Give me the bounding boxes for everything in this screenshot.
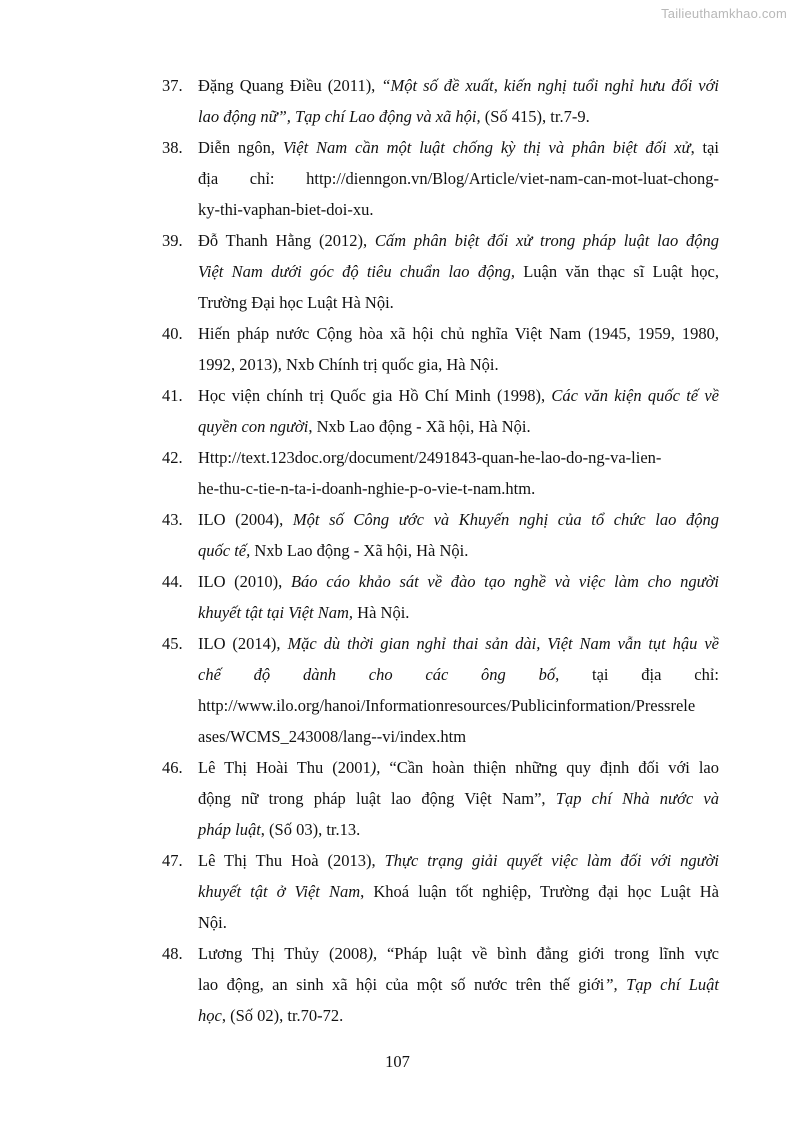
text: Hà Nội. bbox=[353, 603, 410, 622]
reference-number: 48. bbox=[162, 944, 183, 963]
reference-number: 42. bbox=[162, 448, 183, 467]
reference-number: 46. bbox=[162, 758, 183, 777]
reference-line bbox=[198, 256, 719, 287]
reference-line bbox=[198, 194, 719, 225]
reference-line bbox=[198, 628, 719, 659]
text: ILO (2004), bbox=[198, 510, 293, 529]
italic-text: ), bbox=[367, 944, 378, 963]
reference-item bbox=[162, 628, 719, 752]
text: , Nxb Lao động - Xã hội, Hà Nội. bbox=[308, 417, 531, 436]
italic-text: Tạp chí Nhà nước và bbox=[555, 789, 719, 808]
text: Nxb Lao động - Xã hội, Hà Nội. bbox=[250, 541, 469, 560]
reference-line bbox=[198, 1000, 719, 1031]
reference-line bbox=[198, 690, 719, 721]
text: Diễn ngôn, bbox=[198, 138, 283, 157]
reference-line bbox=[198, 597, 719, 628]
italic-text: học bbox=[198, 1006, 222, 1025]
italic-text: “Một số đề xuất, kiến nghị tuổi nghỉ hưu đối với bbox=[381, 76, 719, 95]
text: Luận văn thạc sĩ Luật học, bbox=[514, 262, 719, 281]
italic-text: Cấm phân biệt đối xử trong pháp luật lao động bbox=[374, 231, 719, 250]
reference-line bbox=[198, 473, 719, 504]
reference-line bbox=[198, 101, 719, 132]
text: , tại bbox=[690, 138, 719, 157]
reference-number: 39. bbox=[162, 231, 183, 250]
watermark: Tailieuthamkhao.com bbox=[661, 6, 787, 21]
reference-number: 43. bbox=[162, 510, 183, 529]
reference-number: 40. bbox=[162, 324, 183, 343]
italic-text: ”, Tạp chí Luật bbox=[604, 975, 719, 994]
italic-text: quyền con người bbox=[198, 417, 309, 436]
text: Nội. bbox=[198, 913, 227, 932]
italic-text: quốc tế, bbox=[198, 541, 251, 560]
text: , (Số 02), tr.70-72. bbox=[221, 1006, 344, 1025]
reference-line bbox=[198, 876, 719, 907]
reference-line bbox=[198, 70, 719, 101]
text: , Khoá luận tốt nghiệp, Trường đại học Luật Hà bbox=[360, 882, 720, 901]
text: Lê Thị Thu Hoà (2013), bbox=[198, 851, 385, 870]
italic-text: Báo cáo khảo sát về đào tạo nghề và việc làm cho người bbox=[290, 572, 719, 591]
reference-number: 38. bbox=[162, 138, 183, 157]
text: ases/WCMS_243008/lang--vi/index.htm bbox=[198, 727, 467, 746]
reference-line bbox=[198, 938, 719, 969]
reference-item bbox=[162, 132, 719, 225]
text: Trường Đại học Luật Hà Nội. bbox=[198, 293, 394, 312]
text: , (Số 03), tr.13. bbox=[260, 820, 361, 839]
reference-number: 37. bbox=[162, 76, 183, 95]
italic-text: Việt Nam cần một luật chống kỳ thị và phân biệt đối xử bbox=[282, 138, 691, 157]
reference-item bbox=[162, 938, 719, 1031]
italic-text: Thực trạng giải quyết việc làm đối với người bbox=[384, 851, 719, 870]
text: động nữ trong pháp luật lao động Việt Nam”, bbox=[198, 789, 556, 808]
reference-line bbox=[198, 783, 719, 814]
text: Lương Thị Thủy (2008 bbox=[198, 944, 368, 963]
reference-item bbox=[162, 845, 719, 938]
reference-line bbox=[198, 349, 719, 380]
reference-line bbox=[198, 411, 719, 442]
text: Học viện chính trị Quốc gia Hồ Chí Minh (1998), bbox=[198, 386, 552, 405]
reference-item bbox=[162, 752, 719, 845]
reference-line bbox=[198, 845, 719, 876]
reference-line bbox=[198, 566, 719, 597]
reference-line bbox=[198, 225, 719, 256]
text: Đỗ Thanh Hằng (2012), bbox=[198, 231, 375, 250]
italic-text: Việt Nam dưới góc độ tiêu chuẩn lao động, bbox=[198, 262, 515, 281]
reference-item bbox=[162, 318, 719, 380]
page-number: 107 bbox=[385, 1052, 410, 1071]
text: (Số 415), tr.7-9. bbox=[480, 107, 590, 126]
text: lao động, an sinh xã hội của một số nước trên thế giới bbox=[198, 975, 605, 994]
reference-line bbox=[198, 318, 719, 349]
reference-line bbox=[198, 380, 719, 411]
text: , tại địa chỉ: bbox=[555, 665, 719, 684]
italic-text: pháp luật bbox=[198, 820, 261, 839]
reference-number: 47. bbox=[162, 851, 183, 870]
italic-text: Mặc dù thời gian nghỉ thai sản dài, Việt Nam vẫn tụt hậu về bbox=[287, 634, 719, 653]
reference-number: 45. bbox=[162, 634, 183, 653]
text: ILO (2014), bbox=[198, 634, 288, 653]
text: Hiến pháp nước Cộng hòa xã hội chủ nghĩa Việt Nam (1945, 1959, 1980, bbox=[198, 324, 719, 343]
reference-line bbox=[198, 287, 719, 318]
text: he-thu-c-tie-n-ta-i-doanh-nghie-p-o-vie-t-nam.htm. bbox=[198, 479, 536, 498]
italic-text: Các văn kiện quốc tế về bbox=[551, 386, 720, 405]
reference-item bbox=[162, 566, 719, 628]
italic-text: Một số Công ước và Khuyến nghị của tổ chức lao động bbox=[292, 510, 719, 529]
reference-line bbox=[198, 163, 719, 194]
reference-item bbox=[162, 504, 719, 566]
italic-text: ), bbox=[370, 758, 381, 777]
reference-list bbox=[162, 70, 719, 1031]
reference-item bbox=[162, 380, 719, 442]
reference-line bbox=[198, 659, 719, 690]
text: ky-thi-vaphan-biet-doi-xu. bbox=[198, 200, 374, 219]
reference-line bbox=[198, 535, 719, 566]
reference-line bbox=[198, 442, 719, 473]
italic-text: lao động nữ”, Tạp chí Lao động và xã hội, bbox=[198, 107, 481, 126]
reference-line bbox=[198, 504, 719, 535]
italic-text: chế độ dành cho các ông bố bbox=[198, 665, 556, 684]
reference-number: 44. bbox=[162, 572, 183, 591]
reference-item bbox=[162, 70, 719, 132]
text: Http://text.123doc.org/document/2491843-quan-he-lao-do-ng-va-lien- bbox=[198, 448, 662, 467]
text: http://www.ilo.org/hanoi/Informationresources/Publicinformation/Pressrele bbox=[198, 696, 696, 715]
italic-text: khuyết tật tại Việt Nam, bbox=[198, 603, 354, 622]
reference-line bbox=[198, 752, 719, 783]
reference-line bbox=[198, 814, 719, 845]
reference-line bbox=[198, 132, 719, 163]
text: Lê Thị Hoài Thu (2001 bbox=[198, 758, 371, 777]
reference-item bbox=[162, 225, 719, 318]
italic-text: khuyết tật ở Việt Nam bbox=[198, 882, 361, 901]
reference-line bbox=[198, 721, 719, 752]
text: 1992, 2013), Nxb Chính trị quốc gia, Hà Nội. bbox=[198, 355, 499, 374]
reference-item bbox=[162, 442, 719, 504]
text: ILO (2010), bbox=[198, 572, 291, 591]
reference-number: 41. bbox=[162, 386, 183, 405]
text: Đặng Quang Điều (2011), bbox=[198, 76, 382, 95]
text: “Pháp luật về bình đẳng giới trong lĩnh vực bbox=[377, 944, 719, 963]
text: “Cần hoàn thiện những quy định đối với lao bbox=[380, 758, 719, 777]
text: địa chỉ: http://dienngon.vn/Blog/Article/viet-nam-can-mot-luat-chong- bbox=[198, 169, 719, 188]
reference-line bbox=[198, 969, 719, 1000]
reference-line bbox=[198, 907, 719, 938]
